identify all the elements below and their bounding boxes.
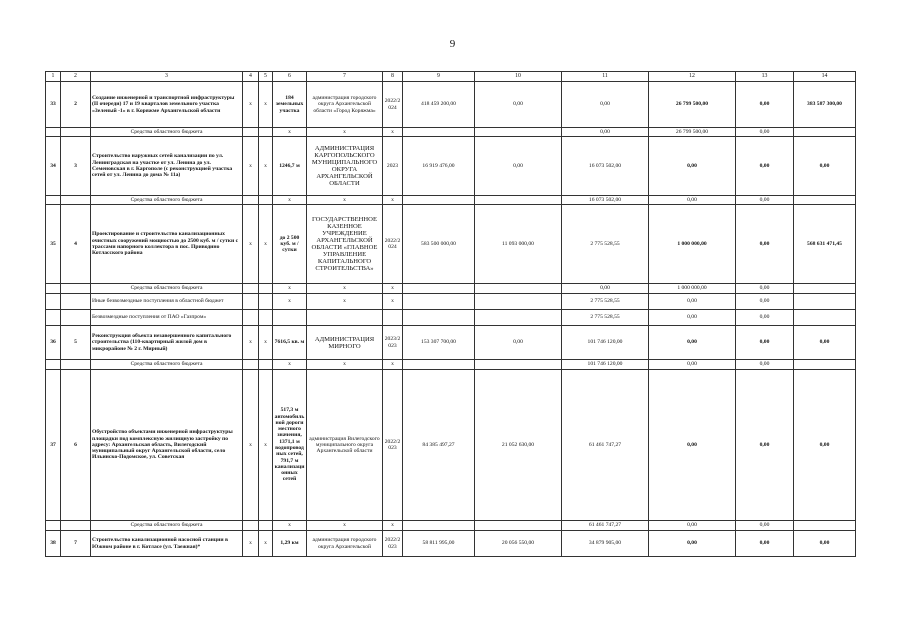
- table-cell-col-1: [46, 360, 61, 370]
- table-cell-col-14: [794, 360, 856, 370]
- table-cell-col-1: [46, 128, 61, 137]
- table-cell-col-7: х: [307, 196, 383, 205]
- table-cell-col-14: 383 587 300,00: [794, 82, 856, 128]
- column-number-header: 7: [307, 72, 383, 82]
- table-cell-col-4: [243, 310, 259, 326]
- table-cell-col-14: 0,00: [794, 370, 856, 521]
- table-cell-col-12: 0,00: [649, 521, 736, 531]
- table-cell-col-3: Средства областного бюджета: [91, 360, 243, 370]
- table-cell-col-3: Реконструкция объекта незавершенного капитального строительства (110-квартирный жилой дом в микрорайоне № 2 г. Мирный): [91, 326, 243, 360]
- table-cell-col-12: 0,00: [649, 137, 736, 196]
- column-number-header: 2: [61, 72, 91, 82]
- table-cell-col-10: [475, 360, 562, 370]
- table-cell-col-10: 20 056 550,00: [475, 531, 562, 557]
- table-cell-col-8: 2022/2024: [383, 205, 403, 284]
- table-cell-col-11: 61 461 747,27: [562, 370, 649, 521]
- table-cell-col-12: 0,00: [649, 310, 736, 326]
- table-cell-col-4: [243, 128, 259, 137]
- table-cell-col-2: [61, 310, 91, 326]
- table-cell-col-9: [403, 284, 475, 294]
- table-cell-col-10: [475, 310, 562, 326]
- table-cell-col-11: 34 879 905,00: [562, 531, 649, 557]
- table-cell-col-7: АДМИНИСТРАЦИЯ МИРНОГО: [307, 326, 383, 360]
- table-cell-col-5: [259, 310, 273, 326]
- table-cell-col-11: 16 073 502,00: [562, 137, 649, 196]
- table-cell-col-4: х: [243, 205, 259, 284]
- table-cell-col-6: 1,29 км: [273, 531, 307, 557]
- table-cell-col-6: [273, 310, 307, 326]
- table-cell-col-7: х: [307, 521, 383, 531]
- table-cell-col-7: ГОСУДАРСТВЕННОЕ КАЗЕННОЕ УЧРЕЖДЕНИЕ АРХАНГЕЛЬСКОЙ ОБЛАСТИ «ГЛАВНОЕ УПРАВЛЕНИЕ КАПИТАЛЬНОГО СТРОИТЕЛЬСТВА»: [307, 205, 383, 284]
- table-cell-col-6: 517,3 м автомобильной дороги местного значения, 1371,1 м водопроводных сетей, 791,7 м канализационных сетей: [273, 370, 307, 521]
- table-cell-col-3: Строительство наружных сетей канализации по ул. Ленинградская на участке от ул. Ленина до ул. Семеновская в г. Каргополе (с реконструкцией участка сетей от ул. Ленина до дома № 11а): [91, 137, 243, 196]
- table-cell-col-2: [61, 521, 91, 531]
- funding-source-row: [46, 128, 856, 137]
- table-cell-col-8: 2023/2023: [383, 326, 403, 360]
- column-number-header: 6: [273, 72, 307, 82]
- table-cell-col-3: Средства областного бюджета: [91, 196, 243, 205]
- table-cell-col-8: х: [383, 128, 403, 137]
- table-cell-col-7: х: [307, 294, 383, 310]
- table-cell-col-13: 0,00: [736, 531, 794, 557]
- column-number-header: 10: [475, 72, 562, 82]
- table-cell-col-3: Строительство канализационной насосной станции в Южном районе в г. Котласе (ул. Таежная)*: [91, 531, 243, 557]
- column-number-header: 12: [649, 72, 736, 82]
- funding-source-row: [46, 521, 856, 531]
- table-cell-col-2: [61, 294, 91, 310]
- table-cell-col-12: 0,00: [649, 370, 736, 521]
- table-cell-col-6: х: [273, 284, 307, 294]
- table-cell-col-10: [475, 128, 562, 137]
- table-cell-col-13: 0,00: [736, 137, 794, 196]
- column-number-header: 1: [46, 72, 61, 82]
- table-cell-col-9: [403, 310, 475, 326]
- project-row: [46, 137, 856, 196]
- table-cell-col-7: х: [307, 284, 383, 294]
- table-cell-col-2: 6: [61, 370, 91, 521]
- table-cell-col-7: х: [307, 360, 383, 370]
- table-cell-col-3: Обустройство объектами инженерной инфраструктуры площадки под комплексную жилищную застройку по адресу: Архангельская область, Вилегодский муниципальный округ Архангельской области, село Ильинско-Подомское, ул. Советская: [91, 370, 243, 521]
- table-cell-col-4: х: [243, 531, 259, 557]
- funding-source-row: [46, 360, 856, 370]
- table-cell-col-3: Средства областного бюджета: [91, 521, 243, 531]
- table-cell-col-10: [475, 521, 562, 531]
- table-cell-col-12: 26 799 500,00: [649, 82, 736, 128]
- column-number-header: 14: [794, 72, 856, 82]
- table-cell-col-9: [403, 294, 475, 310]
- table-cell-col-2: [61, 284, 91, 294]
- table-cell-col-9: 583 500 000,00: [403, 205, 475, 284]
- table-cell-col-10: 21 052 630,00: [475, 370, 562, 521]
- table-cell-col-13: 0,00: [736, 360, 794, 370]
- table-cell-col-5: х: [259, 326, 273, 360]
- table-cell-col-5: [259, 521, 273, 531]
- table-cell-col-11: 16 073 502,00: [562, 196, 649, 205]
- table-cell-col-14: [794, 294, 856, 310]
- table-cell-col-5: [259, 294, 273, 310]
- table-cell-col-14: [794, 521, 856, 531]
- table-cell-col-7: х: [307, 128, 383, 137]
- table-cell-col-10: 0,00: [475, 326, 562, 360]
- table-cell-col-3: Безвозмездные поступления от ПАО «Газпром»: [91, 310, 243, 326]
- table-cell-col-12: 1 000 000,00: [649, 205, 736, 284]
- funding-source-row: [46, 294, 856, 310]
- project-row: [46, 531, 856, 557]
- table-cell-col-8: 2023: [383, 137, 403, 196]
- page-number: 9: [449, 38, 456, 50]
- table-cell-col-4: [243, 196, 259, 205]
- table-cell-col-14: 568 631 471,45: [794, 205, 856, 284]
- header-row: [46, 72, 856, 82]
- table-cell-col-1: [46, 294, 61, 310]
- table-cell-col-10: [475, 294, 562, 310]
- table-cell-col-2: [61, 360, 91, 370]
- table-cell-col-8: х: [383, 360, 403, 370]
- table-cell-col-1: 36: [46, 326, 61, 360]
- table-cell-col-6: х: [273, 521, 307, 531]
- table-cell-col-9: 16 919 476,00: [403, 137, 475, 196]
- table-cell-col-9: 153 307 700,00: [403, 326, 475, 360]
- table-cell-col-4: х: [243, 326, 259, 360]
- table-cell-col-6: 7616,5 кв. м: [273, 326, 307, 360]
- table-cell-col-8: 2022/2023: [383, 370, 403, 521]
- table-cell-col-9: 58 811 995,00: [403, 531, 475, 557]
- table-cell-col-13: 0,00: [736, 294, 794, 310]
- table-cell-col-8: х: [383, 521, 403, 531]
- table-cell-col-9: [403, 196, 475, 205]
- table-cell-col-4: х: [243, 82, 259, 128]
- table-cell-col-9: 418 459 200,00: [403, 82, 475, 128]
- table-cell-col-12: 0,00: [649, 294, 736, 310]
- table-cell-col-13: 0,00: [736, 196, 794, 205]
- table-cell-col-11: 2 775 528,55: [562, 294, 649, 310]
- table-cell-col-1: 38: [46, 531, 61, 557]
- table-cell-col-5: х: [259, 531, 273, 557]
- table-cell-col-14: 0,00: [794, 137, 856, 196]
- table-cell-col-13: 0,00: [736, 205, 794, 284]
- table-cell-col-13: 0,00: [736, 82, 794, 128]
- column-number-header: 5: [259, 72, 273, 82]
- project-row: [46, 370, 856, 521]
- table-cell-col-13: 0,00: [736, 521, 794, 531]
- column-number-header: 4: [243, 72, 259, 82]
- table-cell-col-8: х: [383, 294, 403, 310]
- table-cell-col-11: 2 775 528,55: [562, 310, 649, 326]
- table-cell-col-11: 2 775 528,55: [562, 205, 649, 284]
- table-cell-col-13: 0,00: [736, 370, 794, 521]
- table-cell-col-1: [46, 310, 61, 326]
- table-cell-col-7: администрация городского округа Архангельской области «Город Коряжма»: [307, 82, 383, 128]
- table-cell-col-3: Средства областного бюджета: [91, 284, 243, 294]
- table-cell-col-11: 0,00: [562, 128, 649, 137]
- table-cell-col-14: [794, 196, 856, 205]
- table-cell-col-6: 1246,7 м: [273, 137, 307, 196]
- table-cell-col-11: 0,00: [562, 82, 649, 128]
- table-cell-col-12: 0,00: [649, 196, 736, 205]
- table-cell-col-2: 2: [61, 82, 91, 128]
- table-cell-col-4: [243, 521, 259, 531]
- table-cell-col-11: 0,00: [562, 284, 649, 294]
- project-row: [46, 326, 856, 360]
- table-cell-col-7: АДМИНИСТРАЦИЯ КАРГОПОЛЬСКОГО МУНИЦИПАЛЬНОГО ОКРУГА АРХАНГЕЛЬСКОЙ ОБЛАСТИ: [307, 137, 383, 196]
- table-cell-col-4: [243, 360, 259, 370]
- table-cell-col-3: Иные безвозмездные поступления в областной бюджет: [91, 294, 243, 310]
- table-cell-col-3: Средства областного бюджета: [91, 128, 243, 137]
- table-cell-col-2: 3: [61, 137, 91, 196]
- table-cell-col-14: [794, 284, 856, 294]
- table-cell-col-5: х: [259, 82, 273, 128]
- table-cell-col-7: [307, 310, 383, 326]
- table-cell-col-2: [61, 128, 91, 137]
- table-cell-col-2: [61, 196, 91, 205]
- table-cell-col-11: 61 461 747,27: [562, 521, 649, 531]
- table-cell-col-12: 26 799 500,00: [649, 128, 736, 137]
- table-cell-col-6: х: [273, 196, 307, 205]
- table-cell-col-12: 1 000 000,00: [649, 284, 736, 294]
- table-cell-col-2: 5: [61, 326, 91, 360]
- column-number-header: 11: [562, 72, 649, 82]
- table-cell-col-5: [259, 128, 273, 137]
- table-cell-col-6: х: [273, 294, 307, 310]
- table-cell-col-14: [794, 128, 856, 137]
- table-cell-col-10: 0,00: [475, 137, 562, 196]
- table-cell-col-5: [259, 196, 273, 205]
- table-cell-col-10: 0,00: [475, 82, 562, 128]
- table-cell-col-3: Проектирование и строительство канализационных очистных сооружений мощностью до 2500 куб. м / сутки с трассами напорного коллектора в пос. Приводино Котласского района: [91, 205, 243, 284]
- table-cell-col-9: [403, 360, 475, 370]
- table-cell-col-10: 11 093 000,00: [475, 205, 562, 284]
- table-cell-col-8: х: [383, 284, 403, 294]
- investment-program-table: [45, 71, 856, 557]
- table-cell-col-7: администрация Вилегодского муниципального округа Архангельской области: [307, 370, 383, 521]
- table-cell-col-8: х: [383, 196, 403, 205]
- table-cell-col-10: [475, 196, 562, 205]
- table-cell-col-1: [46, 196, 61, 205]
- table-cell-col-11: 101 746 120,00: [562, 360, 649, 370]
- project-row: [46, 205, 856, 284]
- table-cell-col-1: 34: [46, 137, 61, 196]
- table-cell-col-12: 0,00: [649, 531, 736, 557]
- table-cell-col-14: 0,00: [794, 326, 856, 360]
- table-cell-col-5: х: [259, 370, 273, 521]
- table-cell-col-11: 101 746 120,00: [562, 326, 649, 360]
- table-cell-col-5: [259, 284, 273, 294]
- table-cell-col-8: 2022/2024: [383, 82, 403, 128]
- column-number-header: 9: [403, 72, 475, 82]
- table-cell-col-4: х: [243, 370, 259, 521]
- table-cell-col-8: 2022/2023: [383, 531, 403, 557]
- table-cell-col-5: х: [259, 205, 273, 284]
- table-cell-col-5: [259, 360, 273, 370]
- table-cell-col-1: [46, 284, 61, 294]
- table-cell-col-9: [403, 521, 475, 531]
- project-row: [46, 82, 856, 128]
- table-cell-col-1: 37: [46, 370, 61, 521]
- funding-source-row: [46, 310, 856, 326]
- table-cell-col-9: 84 385 497,27: [403, 370, 475, 521]
- table-cell-col-13: 0,00: [736, 326, 794, 360]
- table-cell-col-1: 33: [46, 82, 61, 128]
- funding-source-row: [46, 284, 856, 294]
- table-cell-col-3: Создание инженерной и транспортной инфраструктуры (II очереди) 17 и 19 кварталов земельного участка «Зеленый -1» в г. Коряжме Архангельской области: [91, 82, 243, 128]
- table-cell-col-6: до 2 500 куб. м / сутки: [273, 205, 307, 284]
- table-cell-col-14: 0,00: [794, 531, 856, 557]
- column-number-header: 8: [383, 72, 403, 82]
- table-cell-col-6: х: [273, 128, 307, 137]
- table-cell-col-4: [243, 284, 259, 294]
- table-cell-col-9: [403, 128, 475, 137]
- table-cell-col-1: [46, 521, 61, 531]
- table-cell-col-8: [383, 310, 403, 326]
- table-cell-col-14: [794, 310, 856, 326]
- table-cell-col-2: 7: [61, 531, 91, 557]
- column-number-header: 3: [91, 72, 243, 82]
- funding-source-row: [46, 196, 856, 205]
- table-cell-col-10: [475, 284, 562, 294]
- table-cell-col-2: 4: [61, 205, 91, 284]
- table-cell-col-13: 0,00: [736, 128, 794, 137]
- table-cell-col-12: 0,00: [649, 360, 736, 370]
- table-cell-col-13: 0,00: [736, 310, 794, 326]
- table-cell-col-6: 184 земельных участка: [273, 82, 307, 128]
- table-cell-col-1: 35: [46, 205, 61, 284]
- table-cell-col-7: администрация городского округа Архангельской: [307, 531, 383, 557]
- table-cell-col-13: 0,00: [736, 284, 794, 294]
- column-number-header: 13: [736, 72, 794, 82]
- table-cell-col-12: 0,00: [649, 326, 736, 360]
- table-cell-col-4: [243, 294, 259, 310]
- table-cell-col-6: х: [273, 360, 307, 370]
- table-cell-col-4: х: [243, 137, 259, 196]
- table-cell-col-5: х: [259, 137, 273, 196]
